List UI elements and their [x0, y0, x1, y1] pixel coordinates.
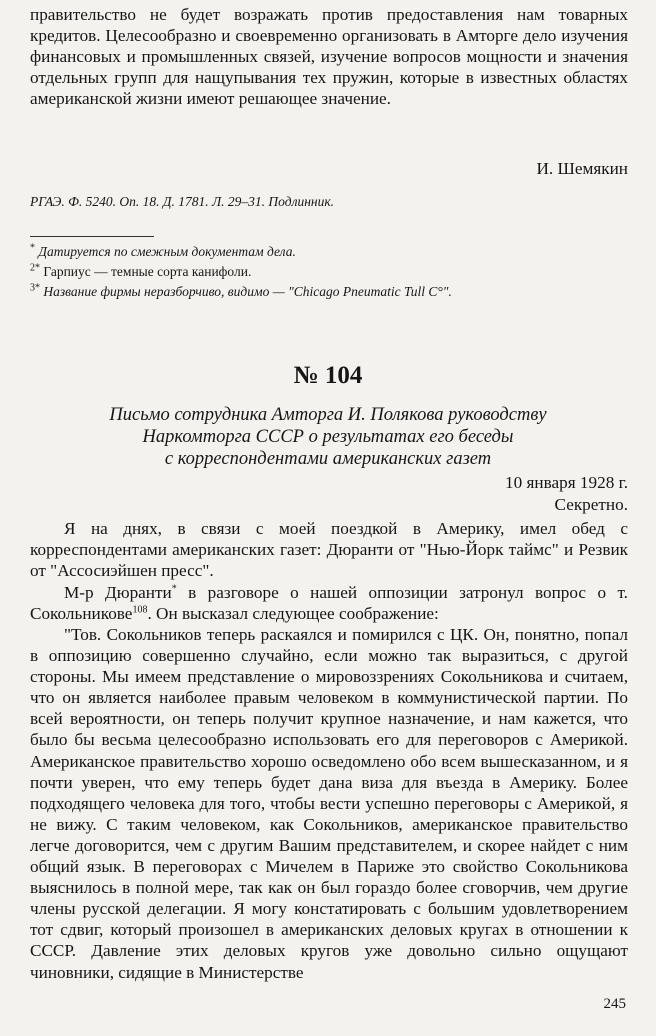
classification: Секретно. [554, 495, 628, 514]
top-paragraph: правительство не будет возражать против предоставления нам товарных кредитов. Целесообразно и своевременно организовать в Амторге дело изучения финансовых и промышленных связей, изучение вопросов мощности и значения отдельных групп для нащупывания тех пружин, которые в известных областях американской жизни имеют решающее значение. [30, 5, 628, 109]
document-date: 10 января 1928 г. [505, 473, 628, 492]
footnote-1: * Датируется по смежным документам дела. [30, 242, 296, 259]
signature: И. Шемякин [536, 159, 628, 178]
quote-paragraph: "Тов. Сокольников теперь раскаялся и помирился с ЦК. Он, понятно, попал в оппозицию совершенно случайно, если можно так выразиться, с другой стороны. Мы имеем представление о мировоззрениях Сокольникова и считаем, что он является наиболее правым человеком в коммунистической партии. По всей вероятности, он теперь получит крупное назначение, и нам кажется, что было бы весьма целесообразно использовать его для переговоров с Америкой. Американское правительство хорошо осведомлено обо всем вышесказанном, и я почти уверен, что ему теперь будет дана виза для въезда в Америку. Более подходящего человека для того, чтобы вести успешно переговоры с Америкой, я не вижу. С таким человеком, как Сокольников, американское правительство легче договорится, чем с другим Вашим представителем, и скорее найдет с ним общий язык. В переговорах с Мичелем в Париже это свойство Сокольникова выяснилось в полной мере, так как он был гораздо более сговорчив, чем другие члены русской делегации. Я могу констатировать с большим удовлетворением тот сдвиг, который произошел в американских деловых кругах в отношении к СССР. Давление этих деловых кругов уже довольно сильно ощущают чиновники, сидящие в Министерстве [30, 625, 628, 982]
page-number: 245 [603, 996, 626, 1012]
paragraph-2: М-р Дюранти* в разговоре о нашей оппозиции затронул вопрос о т. Сокольникове$^{108}$. Он высказал следующее соображение: [30, 583, 628, 624]
footnote-3: $^{3*}$ Название фирмы неразборчиво, видимо — "Chicago Pneumatic Tull C°". [30, 282, 452, 299]
footnote-2: $^{2*}$ Гарпиус — темные сорта канифоли. [30, 262, 252, 279]
paragraph-1: Я на днях, в связи с моей поездкой в Америку, имел обед с корреспондентами американских газет: Дюранти от "Нью-Йорк таймс" и Резвик от "Ассосиэйшен пресс". [30, 519, 628, 581]
archive-source: РГАЭ. Ф. 5240. Оп. 18. Д. 1781. Л. 29–31. Подлинник. [30, 194, 335, 209]
document-number: № 104 [293, 362, 363, 389]
footnote-divider [30, 236, 154, 237]
document-heading: Письмо сотрудника Амторга И. Полякова руководству Наркомторга СССР о результатах его беседы с корреспондентами американских газет [109, 405, 547, 469]
